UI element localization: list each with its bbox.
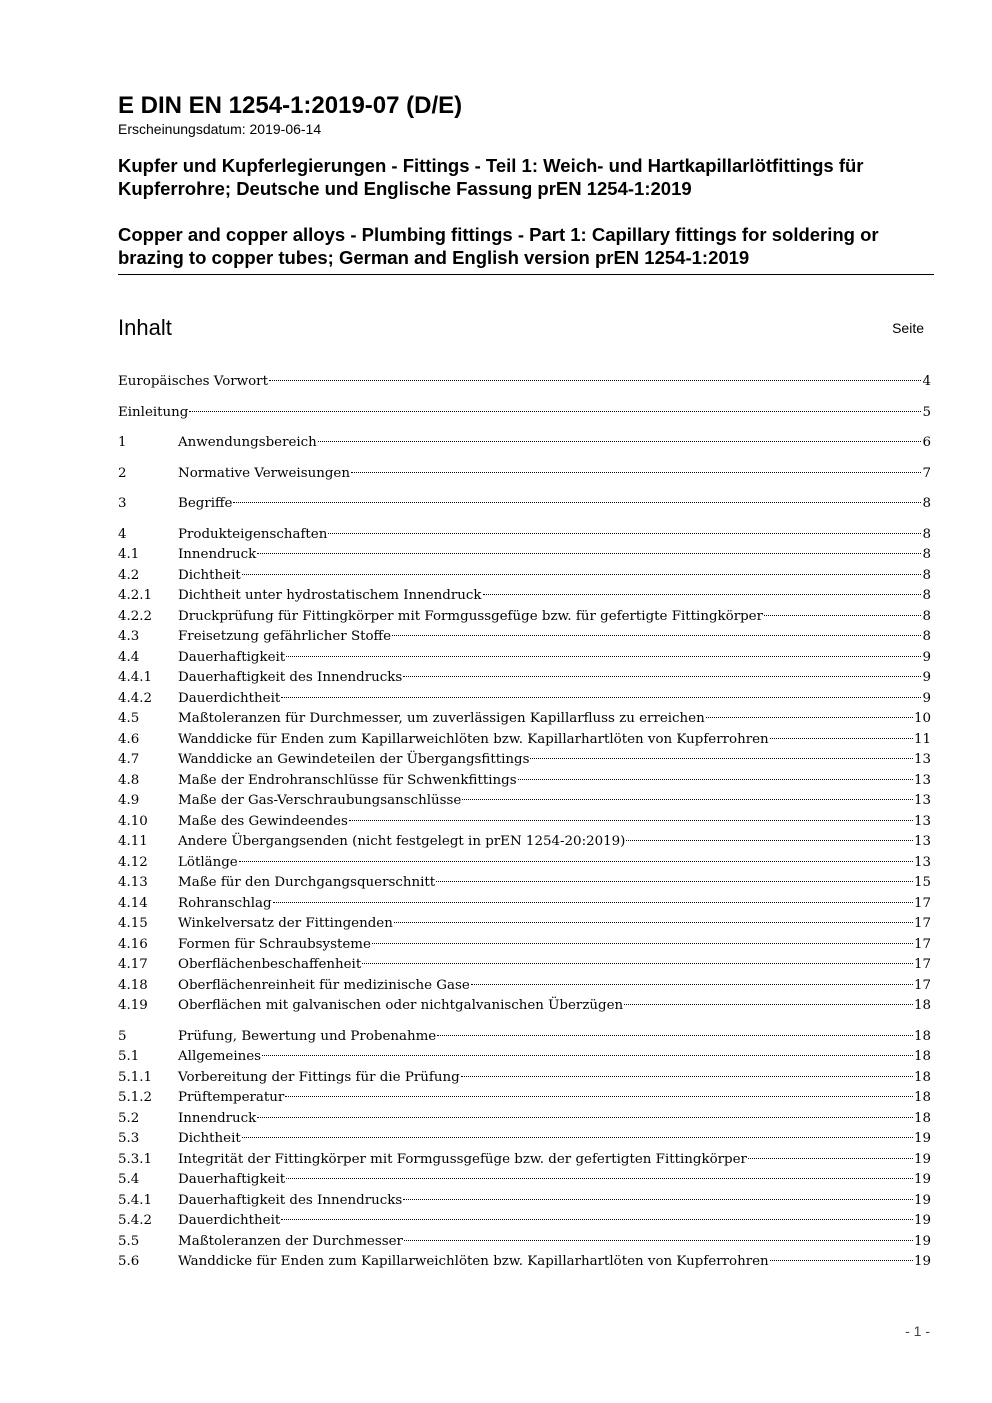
toc-entry-number: 4.18 xyxy=(118,977,148,993)
toc-entry-label: Maße für den Durchgangsquerschnitt xyxy=(178,875,436,890)
toc-dot-leader xyxy=(530,758,912,759)
toc-dot-leader xyxy=(273,902,913,903)
toc-entry-number: 5.4 xyxy=(118,1172,140,1187)
toc-dot-leader xyxy=(257,1117,913,1118)
toc-entry[interactable] xyxy=(118,935,931,956)
toc-entry-label: Freisetzung gefährlicher Stoffe xyxy=(178,629,391,644)
toc-dot-leader xyxy=(242,574,922,575)
toc-entry-page: 13 xyxy=(913,834,931,849)
toc-entry-label: Dichtheit xyxy=(178,567,241,583)
toc-entry[interactable] xyxy=(118,1191,931,1212)
toc-entry-number: 4.17 xyxy=(118,957,148,972)
toc-dot-leader xyxy=(462,799,913,800)
toc-entry-page: 8 xyxy=(922,629,931,644)
toc-entry[interactable] xyxy=(118,648,931,669)
toc-title: Inhalt xyxy=(118,315,172,340)
toc-dot-leader xyxy=(285,1096,913,1097)
toc-entry-page: 19 xyxy=(913,1213,931,1228)
toc-entry-label: Andere Übergangsenden (nicht festgelegt in prEN 1254-20:2019) xyxy=(178,834,626,849)
toc-entry-number: 4.6 xyxy=(118,731,140,747)
toc-entry-page: 18 xyxy=(913,1110,931,1126)
toc-entry-page: 10 xyxy=(913,711,931,726)
toc-entry[interactable] xyxy=(118,1027,931,1048)
toc-entry-number: 1 xyxy=(118,435,127,450)
toc-entry-number: 5 xyxy=(118,1028,127,1044)
toc-entry-number: 5.1.2 xyxy=(118,1090,153,1105)
toc-entry-label: Wanddicke an Gewindeteilen der Übergangsfittings xyxy=(178,752,530,767)
toc-dot-leader xyxy=(436,881,913,882)
toc-entry-page: 19 xyxy=(913,1233,931,1249)
toc-dot-leader xyxy=(286,656,921,657)
toc-entry-number: 5.2 xyxy=(118,1110,140,1126)
toc-entry-number: 5.1.1 xyxy=(118,1069,153,1085)
toc-entry-page: 18 xyxy=(913,998,931,1013)
toc-entry-number: 5.3.1 xyxy=(118,1151,153,1167)
toc-dot-leader xyxy=(349,820,913,821)
toc-entry[interactable] xyxy=(118,832,931,853)
toc-entry-label: Dauerhaftigkeit xyxy=(178,1172,286,1187)
toc-entry[interactable] xyxy=(118,1150,931,1171)
toc-entry-label: Dichtheit xyxy=(178,1131,241,1146)
toc-entry-page: 19 xyxy=(913,1172,931,1187)
toc-entry-number: 5.3 xyxy=(118,1131,140,1146)
document-title: E DIN EN 1254-1:2019-07 (D/E) xyxy=(118,92,463,119)
toc-entry[interactable] xyxy=(118,812,931,833)
toc-dot-leader xyxy=(518,779,913,780)
document-header xyxy=(118,92,934,269)
toc-entry[interactable] xyxy=(118,586,931,607)
toc-dot-leader xyxy=(471,984,913,985)
toc-entry[interactable] xyxy=(118,791,931,812)
toc-entry-number: 4.10 xyxy=(118,813,148,829)
toc-entry-page: 8 xyxy=(922,496,931,511)
toc-entry-label: Begriffe xyxy=(178,496,233,511)
toc-entry-number: 4.2.2 xyxy=(118,608,153,624)
toc-entry-number: 5.4.2 xyxy=(118,1213,153,1228)
toc-entry-label: Maße der Endrohranschlüsse für Schwenkfittings xyxy=(178,772,517,788)
toc-entry[interactable] xyxy=(118,525,931,546)
toc-entry-label: Vorbereitung der Fittings für die Prüfung xyxy=(178,1069,460,1085)
toc-dot-leader xyxy=(626,840,913,841)
toc-entry[interactable] xyxy=(118,668,931,689)
toc-entry-page: 19 xyxy=(913,1131,931,1146)
toc-entry-label: Winkelversatz der Fittingenden xyxy=(178,916,393,931)
toc-entry-page: 15 xyxy=(913,875,931,890)
toc-entry-page: 17 xyxy=(913,895,931,911)
toc-dot-leader xyxy=(233,502,921,503)
toc-entry-page: 19 xyxy=(913,1192,931,1208)
toc-entry-label: Prüftemperatur xyxy=(178,1090,285,1105)
toc-dot-leader xyxy=(281,1219,913,1220)
toc-entry-page: 19 xyxy=(913,1254,931,1269)
toc-entry[interactable] xyxy=(118,1232,931,1253)
toc-entry-page: 17 xyxy=(913,936,931,952)
toc-entry-number: 4.14 xyxy=(118,895,148,911)
toc-dot-leader xyxy=(706,717,913,718)
toc-dot-leader xyxy=(257,553,921,554)
toc-entry-label: Lötlänge xyxy=(178,854,238,870)
toc-entry-page: 17 xyxy=(913,957,931,972)
toc-entry-page: 8 xyxy=(922,567,931,583)
toc-entry-page: 4 xyxy=(922,374,931,389)
toc-entry-page: 13 xyxy=(913,813,931,829)
toc-entry-label: Innendruck xyxy=(178,547,257,562)
toc-dot-leader xyxy=(189,411,921,412)
toc-entry-label: Wanddicke für Enden zum Kapillarweichlöten bzw. Kapillarhartlöten von Kupferrohren xyxy=(178,731,769,747)
toc-entry-page: 18 xyxy=(913,1028,931,1044)
toc-entry-label: Europäisches Vorwort xyxy=(118,374,268,389)
toc-entry-number: 4.15 xyxy=(118,916,148,931)
toc-dot-leader xyxy=(461,1076,913,1077)
toc-entry-label: Maßtoleranzen der Durchmesser xyxy=(178,1233,403,1249)
toc-entry[interactable] xyxy=(118,771,931,792)
header-divider xyxy=(118,274,934,275)
toc-dot-leader xyxy=(770,738,913,739)
toc-dot-leader xyxy=(269,380,922,381)
toc-entry-number: 5.6 xyxy=(118,1254,140,1269)
toc-entry[interactable] xyxy=(118,607,931,628)
toc-entry-number: 4.5 xyxy=(118,711,140,726)
toc-entry-label: Maße des Gewindeendes xyxy=(178,813,348,829)
toc-page-label: Seite xyxy=(892,320,924,336)
toc-entry[interactable] xyxy=(118,403,931,424)
toc-entry-label: Dauerdichtheit xyxy=(178,1213,281,1228)
toc-entry-page: 13 xyxy=(913,752,931,767)
toc-entry-page: 7 xyxy=(922,465,931,481)
toc-entry-page: 17 xyxy=(913,977,931,993)
toc-entry-label: Oberflächen mit galvanischen oder nichtgalvanischen Überzügen xyxy=(178,998,624,1013)
toc-entry-page: 18 xyxy=(913,1049,931,1064)
toc-entry[interactable] xyxy=(118,433,931,454)
title-german: Kupfer und Kupferlegierungen - Fittings - Teil 1: Weich- und Hartkapillarlötfittings für Kupferrohre; Deutsche und Englische Fassung prEN 1254-1:2019 xyxy=(118,155,864,199)
toc-entry-page: 5 xyxy=(922,404,931,420)
toc-entry-label: Oberflächenbeschaffenheit xyxy=(178,957,362,972)
toc-entry-number: 4.4.1 xyxy=(118,670,153,685)
toc-entry-label: Produkteigenschaften xyxy=(178,526,328,542)
toc-dot-leader xyxy=(403,676,921,677)
toc-entry-page: 13 xyxy=(913,793,931,808)
toc-entry[interactable] xyxy=(118,372,931,393)
toc-entry-label: Oberflächenreinheit für medizinische Gase xyxy=(178,977,470,993)
toc-entry-page: 9 xyxy=(922,649,931,665)
toc-dot-leader xyxy=(764,615,921,616)
toc-dot-leader xyxy=(394,922,913,923)
toc-entry-page: 18 xyxy=(913,1069,931,1085)
toc-entry[interactable] xyxy=(118,689,931,710)
toc-entry[interactable] xyxy=(118,1129,931,1150)
toc-entry-label: Integrität der Fittingkörper mit Formgussgefüge bzw. der gefertigten Fittingkörper xyxy=(178,1151,747,1167)
toc-entry-number: 4.3 xyxy=(118,629,140,644)
toc-entry-label: Einleitung xyxy=(118,404,189,420)
toc-entry[interactable] xyxy=(118,1211,931,1232)
toc-entry-page: 9 xyxy=(922,670,931,685)
toc-entry-label: Dauerdichtheit xyxy=(178,690,281,706)
toc-entry[interactable] xyxy=(118,976,931,997)
toc-entry[interactable] xyxy=(118,1170,931,1191)
toc-entry[interactable] xyxy=(118,1109,931,1130)
toc-entry-number: 5.1 xyxy=(118,1049,140,1064)
toc-entry-label: Anwendungsbereich xyxy=(178,435,317,450)
toc-entry[interactable] xyxy=(118,566,931,587)
toc-dot-leader xyxy=(328,533,921,534)
toc-entry-label: Normative Verweisungen xyxy=(178,465,350,481)
title-english: Copper and copper alloys - Plumbing fittings - Part 1: Capillary fittings for soldering or brazing to copper tubes; German and English version prEN 1254-1:2019 xyxy=(118,224,879,268)
toc-dot-leader xyxy=(362,963,913,964)
toc-entry-number: 4.11 xyxy=(118,834,148,849)
toc-entry-page: 13 xyxy=(913,772,931,788)
toc-dot-leader xyxy=(403,1199,913,1200)
toc-entry-number: 5.4.1 xyxy=(118,1192,153,1208)
toc-entry-number: 4.13 xyxy=(118,875,148,890)
toc-dot-leader xyxy=(262,1055,913,1056)
toc-entry[interactable] xyxy=(118,1047,931,1068)
toc-entry-page: 18 xyxy=(913,1090,931,1105)
toc-entry-number: 4 xyxy=(118,526,127,542)
toc-entry[interactable] xyxy=(118,627,931,648)
toc-entry-label: Dauerhaftigkeit des Innendrucks xyxy=(178,1192,403,1208)
toc-dot-leader xyxy=(351,472,922,473)
toc-entry-page: 17 xyxy=(913,916,931,931)
toc-entry-page: 6 xyxy=(922,435,931,450)
toc-entry-label: Dichtheit unter hydrostatischem Innendruck xyxy=(178,588,482,603)
toc-entry-number: 5.5 xyxy=(118,1233,140,1249)
toc-entry-page: 9 xyxy=(922,690,931,706)
toc-entry[interactable] xyxy=(118,545,931,566)
toc-header xyxy=(118,313,928,343)
toc-entry-page: 8 xyxy=(922,608,931,624)
toc-entry[interactable] xyxy=(118,1068,931,1089)
toc-entry[interactable] xyxy=(118,464,931,485)
page-number: - 1 - xyxy=(905,1323,930,1339)
toc-entry-label: Prüfung, Bewertung und Probenahme xyxy=(178,1028,437,1044)
toc-entry[interactable] xyxy=(118,914,931,935)
toc-dot-leader xyxy=(437,1035,913,1036)
toc-entry-page: 11 xyxy=(913,731,931,747)
toc-entry[interactable] xyxy=(118,873,931,894)
toc-entry-number: 4.9 xyxy=(118,793,140,808)
toc-dot-leader xyxy=(239,861,913,862)
toc-entry-page: 13 xyxy=(913,854,931,870)
toc-dot-leader xyxy=(392,635,921,636)
toc-entry-label: Maße der Gas-Verschraubungsanschlüsse xyxy=(178,793,462,808)
toc-entry-number: 4.4.2 xyxy=(118,690,153,706)
toc-entry-number: 4.1 xyxy=(118,547,140,562)
toc-entry-label: Allgemeines xyxy=(178,1049,262,1064)
toc-entry-number: 4.19 xyxy=(118,998,148,1013)
toc-entry[interactable] xyxy=(118,996,931,1017)
toc-entry-label: Druckprüfung für Fittingkörper mit Formgussgefüge bzw. für gefertigte Fittingkörper xyxy=(178,608,764,624)
toc-dot-leader xyxy=(748,1158,913,1159)
toc-entry[interactable] xyxy=(118,494,931,515)
toc-entry-number: 4.2.1 xyxy=(118,588,153,603)
toc-entry-number: 3 xyxy=(118,496,127,511)
toc-entry-number: 4.12 xyxy=(118,854,148,870)
toc-entry-page: 8 xyxy=(922,588,931,603)
toc-entry-label: Formen für Schraubsysteme xyxy=(178,936,371,952)
toc-entry[interactable] xyxy=(118,709,931,730)
toc-dot-leader xyxy=(770,1260,913,1261)
toc-dot-leader xyxy=(483,594,922,595)
toc-dot-leader xyxy=(318,441,922,442)
toc-dot-leader xyxy=(372,943,913,944)
toc-entry[interactable] xyxy=(118,955,931,976)
toc-entry[interactable] xyxy=(118,750,931,771)
toc-entry-page: 8 xyxy=(922,547,931,562)
publication-date: Erscheinungsdatum: 2019-06-14 xyxy=(118,121,322,137)
toc-entry-page: 8 xyxy=(922,526,931,542)
toc-entry-page: 19 xyxy=(913,1151,931,1167)
toc-dot-leader xyxy=(624,1004,913,1005)
toc-entry[interactable] xyxy=(118,1088,931,1109)
toc-dot-leader xyxy=(286,1178,913,1179)
toc-entry-number: 2 xyxy=(118,465,127,481)
toc-entry-number: 4.2 xyxy=(118,567,140,583)
toc-entry-number: 4.16 xyxy=(118,936,148,952)
toc-dot-leader xyxy=(404,1240,913,1241)
toc-entry-label: Maßtoleranzen für Durchmesser, um zuverlässigen Kapillarfluss zu erreichen xyxy=(178,711,705,726)
table-of-contents xyxy=(118,372,931,1273)
toc-dot-leader xyxy=(281,697,921,698)
toc-entry-label: Rohranschlag xyxy=(178,895,272,911)
toc-entry-number: 4.4 xyxy=(118,649,140,665)
toc-entry-label: Dauerhaftigkeit xyxy=(178,649,286,665)
toc-entry-number: 4.8 xyxy=(118,772,140,788)
toc-entry-label: Wanddicke für Enden zum Kapillarweichlöten bzw. Kapillarhartlöten von Kupferrohren xyxy=(178,1254,769,1269)
toc-entry-label: Innendruck xyxy=(178,1110,257,1126)
toc-dot-leader xyxy=(242,1137,913,1138)
toc-entry-number: 4.7 xyxy=(118,752,140,767)
toc-entry[interactable] xyxy=(118,1252,931,1273)
toc-entry[interactable] xyxy=(118,894,931,915)
toc-entry[interactable] xyxy=(118,853,931,874)
toc-entry-label: Dauerhaftigkeit des Innendrucks xyxy=(178,670,403,685)
toc-entry[interactable] xyxy=(118,730,931,751)
